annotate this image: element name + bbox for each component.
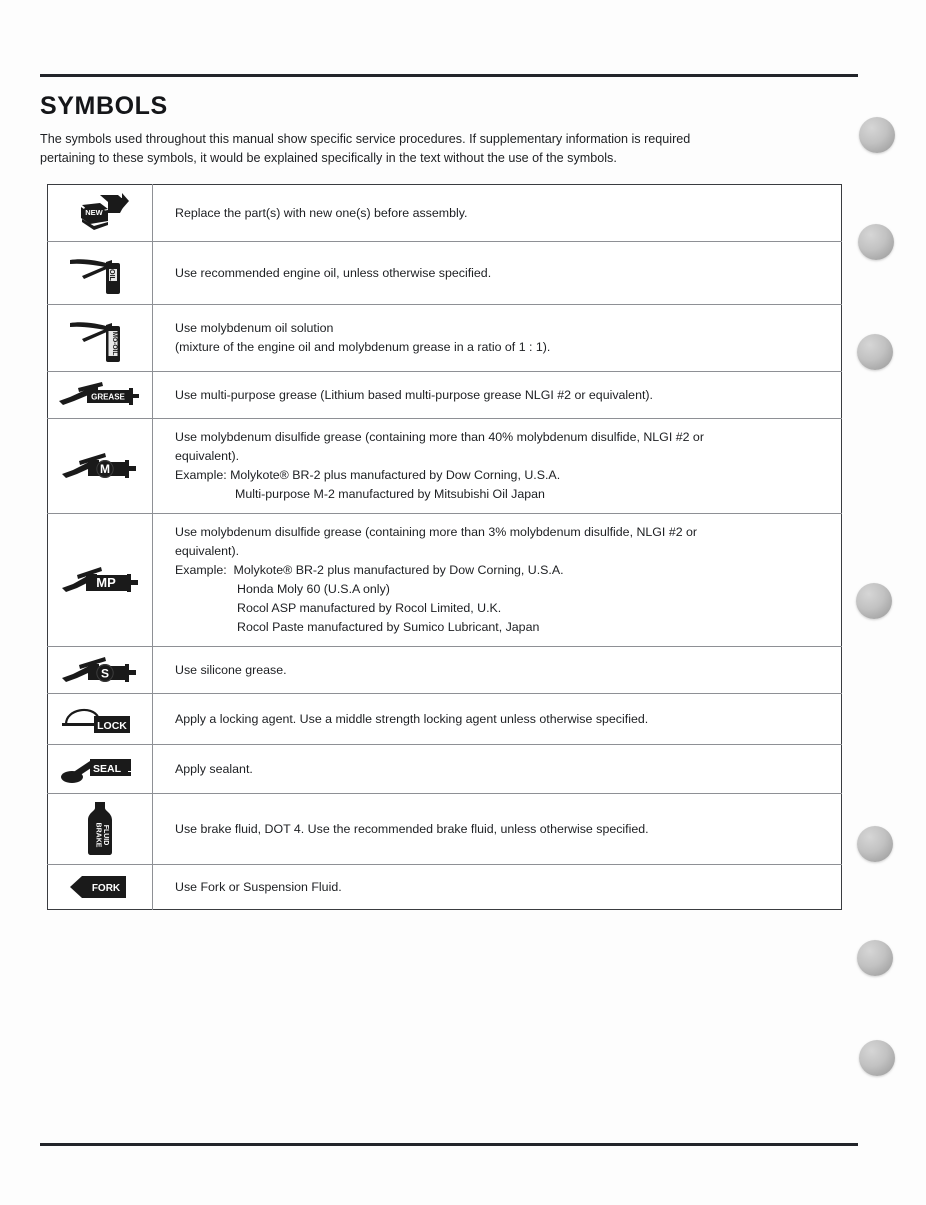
binder-hole	[859, 117, 895, 153]
symbols-table-body	[48, 185, 842, 910]
symbol-cell	[48, 305, 153, 372]
description-cell	[153, 794, 842, 865]
moly-grease-m-icon	[48, 443, 152, 489]
svg-text:OIL: OIL	[108, 269, 115, 281]
locking-agent-icon	[48, 694, 152, 744]
table-row	[48, 794, 842, 865]
table-row	[48, 694, 842, 745]
svg-text:FORK: FORK	[91, 883, 121, 894]
desc-line: Use brake fluid, DOT 4. Use the recommended brake fluid, unless otherwise specified.	[175, 821, 649, 836]
grease-gun-icon	[48, 372, 152, 418]
intro-line-2: pertaining to these symbols, it would be explained specifically in the text without the use of the symbols.	[40, 151, 617, 165]
table-row	[48, 865, 842, 910]
symbol-cell	[48, 794, 153, 865]
description-cell	[153, 694, 842, 745]
intro-line-1: The symbols used throughout this manual show specific service procedures. If supplementary information is required	[40, 132, 691, 146]
row-description	[175, 428, 827, 504]
intro-paragraph	[40, 130, 852, 168]
row-description	[175, 760, 827, 779]
desc-line: Use Fork or Suspension Fluid.	[175, 879, 342, 894]
desc-line: Use molybdenum disulfide grease (containing more than 3% molybdenum disulfide, NLGI #2 or	[175, 525, 698, 539]
desc-line: Use molybdenum disulfide grease (containing more than 40% molybdenum disulfide, NLGI #2 or	[175, 430, 704, 444]
desc-line: Use silicone grease.	[175, 662, 287, 677]
row-description	[175, 878, 827, 897]
description-cell	[153, 865, 842, 910]
row-description	[175, 661, 827, 680]
desc-line: equivalent).	[175, 449, 240, 463]
description-cell	[153, 372, 842, 419]
description-cell	[153, 647, 842, 694]
desc-line: Use multi-purpose grease (Lithium based multi-purpose grease NLGI #2 or equivalent).	[175, 387, 653, 402]
description-cell	[153, 242, 842, 305]
row-description	[175, 386, 827, 405]
description-cell	[153, 745, 842, 794]
description-cell	[153, 185, 842, 242]
svg-text:FLUID: FLUID	[102, 824, 109, 846]
desc-line: Multi-purpose M-2 manufactured by Mitsubishi Oil Japan	[235, 487, 545, 501]
new-part-icon	[48, 185, 152, 241]
symbol-cell	[48, 694, 153, 745]
brake-fluid-bottle-icon	[48, 794, 152, 864]
row-description	[175, 523, 827, 637]
table-row	[48, 647, 842, 694]
description-cell	[153, 419, 842, 514]
binder-hole	[857, 826, 893, 862]
row-description	[175, 710, 827, 729]
row-description	[175, 264, 827, 283]
desc-line: equivalent).	[175, 544, 240, 558]
binder-hole	[856, 583, 892, 619]
symbol-cell	[48, 419, 153, 514]
svg-text:BRAKE: BRAKE	[94, 822, 102, 848]
desc-line: Apply sealant.	[175, 761, 253, 776]
description-cell	[153, 514, 842, 647]
desc-line: Use molybdenum oil solution	[175, 321, 334, 335]
svg-text:LOCK: LOCK	[97, 720, 127, 732]
row-description	[175, 319, 827, 357]
symbol-cell	[48, 514, 153, 647]
description-cell	[153, 305, 842, 372]
row-description	[175, 820, 827, 839]
desc-line: (mixture of the engine oil and molybdenum grease in a ratio of 1 : 1).	[175, 340, 551, 354]
desc-line: Honda Moly 60 (U.S.A only)	[237, 582, 390, 596]
svg-text:MO-OIL: MO-OIL	[111, 331, 118, 356]
symbol-cell	[48, 865, 153, 910]
row-description	[175, 204, 827, 223]
symbols-table	[47, 184, 842, 910]
binder-hole	[859, 1040, 895, 1076]
symbol-cell	[48, 372, 153, 419]
desc-line: Use recommended engine oil, unless otherwise specified.	[175, 265, 492, 280]
molybdenum-oil-can-icon	[48, 305, 152, 371]
page-title: SYMBOLS	[40, 92, 168, 120]
table-row	[48, 514, 842, 647]
binder-hole	[857, 334, 893, 370]
svg-text:M: M	[100, 462, 110, 476]
svg-text:NEW: NEW	[85, 208, 103, 217]
sealant-icon	[48, 745, 152, 793]
svg-text:SEAL: SEAL	[92, 763, 122, 775]
svg-text:MP: MP	[96, 575, 116, 590]
binder-hole	[857, 940, 893, 976]
desc-line: Example: Molykote® BR-2 plus manufactured by Dow Corning, U.S.A.	[175, 468, 561, 482]
symbol-cell	[48, 647, 153, 694]
moly-paste-mp-icon	[48, 557, 152, 603]
desc-line: Replace the part(s) with new one(s) before assembly.	[175, 205, 468, 220]
binder-hole	[858, 224, 894, 260]
silicone-grease-s-icon	[48, 647, 152, 693]
engine-oil-can-icon	[48, 242, 152, 304]
desc-line: Example: Molykote® BR-2 plus manufactured by Dow Corning, U.S.A.	[175, 563, 564, 577]
table-row	[48, 745, 842, 794]
symbol-cell	[48, 185, 153, 242]
svg-text:S: S	[100, 666, 110, 681]
desc-line: Rocol ASP manufactured by Rocol Limited, U.K.	[237, 601, 502, 615]
desc-line: Apply a locking agent. Use a middle strength locking agent unless otherwise specified.	[175, 711, 649, 726]
table-row	[48, 242, 842, 305]
footer-rule	[40, 1143, 858, 1146]
symbol-cell	[48, 745, 153, 794]
header-rule	[40, 74, 858, 77]
desc-line: Rocol Paste manufactured by Sumico Lubricant, Japan	[237, 620, 540, 634]
svg-text:GREASE: GREASE	[91, 392, 125, 402]
table-row	[48, 305, 842, 372]
fork-fluid-icon	[48, 865, 152, 909]
symbol-cell	[48, 242, 153, 305]
table-row	[48, 185, 842, 242]
table-row	[48, 372, 842, 419]
table-row	[48, 419, 842, 514]
